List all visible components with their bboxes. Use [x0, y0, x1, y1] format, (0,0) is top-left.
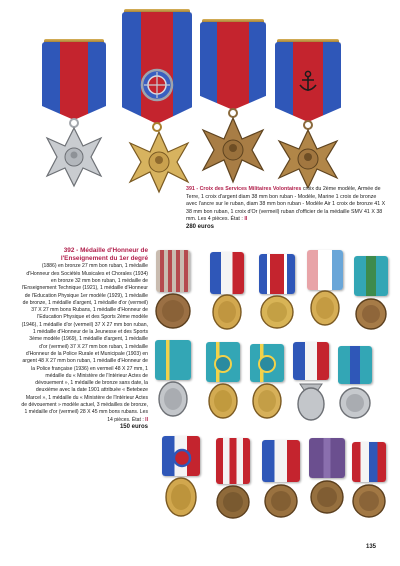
ribbon: [155, 340, 191, 380]
ribbon: [210, 252, 244, 294]
lot-number: 391: [186, 186, 195, 192]
ribbon: [156, 250, 190, 292]
ribbon-blue-red: [200, 22, 266, 110]
silver-medal-icon: [288, 378, 334, 424]
gold-medal-icon: [204, 292, 250, 332]
bronze-medal-icon: [346, 480, 392, 522]
gold-medal-icon: [200, 380, 246, 422]
medal-police-rurale: [288, 342, 334, 424]
rosette-icon: [213, 354, 233, 374]
medal-police-francaise: [158, 436, 204, 518]
rosette-icon: [172, 448, 192, 468]
medal-education-physique-silver: [150, 340, 196, 422]
ribbon: [216, 438, 250, 484]
lot-title: Médaille d'Honneur de l'Enseignement du 1er degré: [60, 247, 148, 263]
medal-societes-musicales: [204, 252, 250, 334]
lot-391-description: 391 - Croix des Services Militaires Volontaires croix du 2ème modèle, Armée de Terre, 1 croix d'argent diam 38 mm bon ruban - Modèle, Marine 1 croix de bronze avec l'ancre sur le ruban, diam 38 mm bon ruban - Modèle Air 1 croix de bronze 41 X 38 mm bon ruban, 1 croix d'Or (vermeil) ruban d'officier de la médaille SMV 41 X 38 mm. Les 4 pièces. État : II 280 euros: [186, 186, 386, 230]
bronze-medal-icon: [150, 290, 196, 332]
medal-actes-devouement-1901: [210, 438, 256, 520]
gold-medal-icon: [244, 380, 290, 422]
medal-army-silver-cross: [42, 42, 112, 182]
rosette-icon: [140, 68, 174, 102]
silver-medal-icon: [150, 378, 196, 420]
lot-text: (1886) en bronze 27 mm bon ruban, 1 médaille d'Honneur des Sociétés Musicales et Chorales (1934) en bronze 32 mm bon ruban, 1 médaille de l'Enseignement Technique (1921), 1 médaille d'Honneur de l'Education Physique 1er modèle (1929), 1 médaille de bronze, 1 médaille d'argent, 1 médaille d'or (vermeil) 37 X 27 mm bons Rubans, 1 médaille d'Honneur de l'Education Physique et des Sports 2ème modèle (1946), 1 médaille d'or (vermeil) 37 X 27 mm bon ruban, 1 médaille d'Honneur de la Jeunesse et des Sports 3ème modèle (1969), 1 médaille d'argent, 1 médaille d'or (vermeil) 37 X 27 mm bon ruban, 1 médaille d'Honneur de la Police Rurale et Municipale (1903) en argent 48 X 27 mm bon ruban, 1 médaille d'Honneur de la Police française (1936) en vermeil 48 X 27 mm, 1 médaille du « Ministère de l'Intérieur Actes de dévouement », 1 médaille de bronze sans date, la deuxième avec la date 1901 attribuée « Betebeze Marcel », 1 médaille du « Ministère de l'Intérieur Actes de dévouement » modèle actuel, 3 médailles de bronze, 1 médaille d'or (vermeil) 28 X 45 mm bons rubans. Les 14 pièces. État :: [21, 263, 148, 423]
ribbon: [259, 254, 295, 294]
medal-education-physique-gold: [200, 342, 246, 424]
gold-medal-icon: [302, 288, 348, 328]
bronze-medal-icon: [258, 480, 304, 522]
medal-jeunesse-sports-silver: [332, 346, 378, 428]
lot-state: II: [244, 216, 248, 222]
bronze-cross-icon: [197, 116, 269, 184]
lot-392-description: 392 - Médaille d'Honneur de l'Enseignement du 1er degré (1886) en bronze 27 mm bon ruban, 1 médaille d'Honneur des Sociétés Musicales et Chorales (1934) en bronze 32 mm bon ruban, 1 médaille de l'Enseignement Technique (1921), 1 médaille d'Honneur de l'Education Physique 1er modèle (1929), 1 médaille de bronze, 1 médaille d'argent, 1 médaille d'or (vermeil) 37 X 27 mm bons Rubans, 1 médaille d'Honneur de l'Education Physique et des Sports 2ème modèle (1946), 1 médaille d'or (vermeil) 37 X 27 mm bon ruban, 1 médaille d'Honneur de la Jeunesse et des Sports 3ème modèle (1969), 1 médaille d'argent, 1 médaille d'or (vermeil) 37 X 27 mm bon ruban, 1 médaille d'Honneur de la Police Rurale et Municipale (1903) en argent 48 X 27 mm bon ruban, 1 médaille d'Honneur de la Police française (1936) en vermeil 48 X 27 mm, 1 médaille du « Ministère de l'Intérieur Actes de dévouement », 1 médaille de bronze sans date, la deuxième avec la date 1901 attribuée « Betebeze Marcel », 1 médaille du « Ministère de l'Intérieur Actes de dévouement » modèle actuel, 3 médailles de bronze, 1 médaille d'or (vermeil) 28 X 45 mm bons rubans. Les 14 pièces. État : II 150 euros: [21, 247, 148, 430]
medal-enseignement-technique: [254, 254, 300, 336]
gold-cross-icon: [122, 130, 196, 194]
ribbon: [354, 256, 388, 296]
silver-cross-icon: [39, 126, 109, 188]
anchor-icon: [297, 70, 319, 94]
medal-jeunesse-sports: [348, 256, 394, 338]
gold-medal-icon: [254, 292, 300, 332]
ribbon: [309, 438, 345, 478]
lot-price: 150 euros: [119, 423, 148, 430]
lot-text: croix du 2ème modèle, Armée de Terre, 1 croix d'argent diam 38 mm bon ruban - Modèle, Marine 1 croix de bronze avec l'ancre sur le ruban, diam 38 mm bon ruban - Modèle Air 1 croix de bronze 41 X 38 mm bon ruban, 1 croix d'Or (vermeil) ruban d'officier de la médaille SMV 41 X 38 mm. Les 4 pièces. État :: [186, 186, 386, 222]
bronze-medal-icon: [348, 294, 394, 334]
ribbon: [338, 346, 372, 384]
ribbon: [262, 440, 300, 482]
medal-air-bronze-cross: [200, 22, 272, 182]
medal-enseignement: [150, 250, 196, 332]
medal-vermeil: [346, 442, 392, 524]
lot-392-image: [150, 250, 390, 535]
bronze-medal-icon: [210, 482, 256, 522]
silver-medal-icon: [332, 382, 378, 424]
lot-391-image: [0, 0, 400, 185]
ribbon: [352, 442, 386, 482]
medal-education-physique-silver: [302, 250, 348, 332]
lot-state: II: [145, 416, 148, 423]
lot-title: Croix des Services Militaires Volontaires: [199, 186, 302, 192]
bronze-cross-icon: [272, 128, 344, 190]
ribbon: [307, 250, 343, 290]
medal-officer-vermeil-cross: [275, 42, 347, 182]
ribbon: [293, 342, 329, 380]
medal-bronze: [304, 438, 350, 520]
medal-actes-devouement-actuel: [258, 440, 304, 522]
gold-medal-icon: [158, 474, 204, 520]
medal-marine-bronze-cross: [122, 12, 196, 184]
rosette-icon: [257, 354, 277, 374]
medal-education-physique-sports: [244, 344, 290, 426]
bronze-medal-icon: [304, 476, 350, 518]
page-number: 135: [365, 544, 376, 550]
lot-number: 392: [63, 247, 75, 254]
lot-price: 280 euros: [186, 223, 215, 230]
ribbon-blue-red: [42, 42, 106, 120]
